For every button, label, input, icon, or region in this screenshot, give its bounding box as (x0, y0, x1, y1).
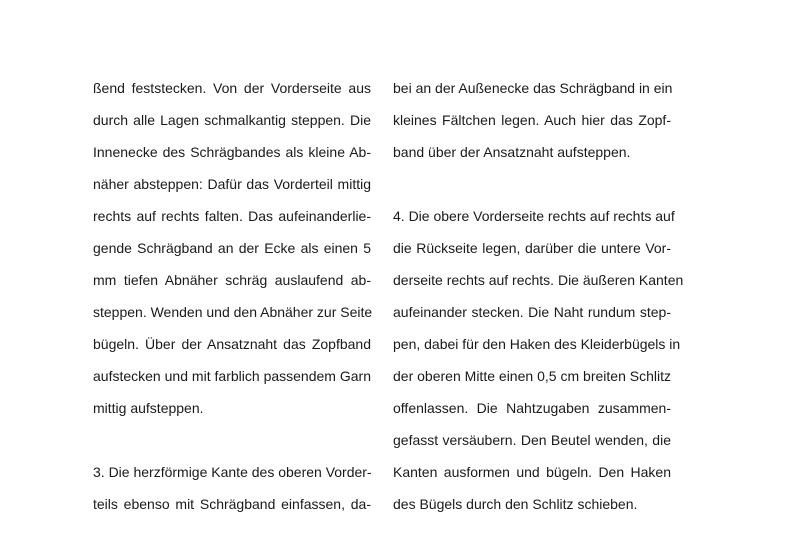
left-line-14: teils ebenso mit Schrägband einfassen, da- (93, 496, 371, 512)
left-line-11: mittig aufsteppen. (93, 400, 204, 416)
left-line-8: steppen. Wenden und den Abnäher zur Seite (93, 304, 373, 320)
left-line-1: ßend feststecken. Von der Vorderseite aus (93, 80, 371, 96)
right-line-3: band über der Ansatznaht aufsteppen. (393, 144, 631, 160)
right-line-5: 4. Die obere Vorderseite rechts auf rechts auf (393, 208, 675, 224)
right-text-column (393, 72, 684, 520)
paragraph-spacer (93, 424, 371, 456)
left-line-5: rechts auf rechts falten. Das aufeinanderlie- (93, 208, 371, 224)
left-line-6: gende Schrägband an der Ecke als einen 5 (93, 240, 371, 256)
left-line-10: aufstecken und mit farblich passendem Garn (93, 368, 371, 384)
right-line-8: aufeinander stecken. Die Naht rundum step- (393, 304, 671, 320)
left-line-3: Innenecke des Schrägbandes als kleine Ab- (93, 144, 371, 160)
right-line-11: offenlassen. Die Nahtzugaben zusammen- (393, 400, 671, 416)
right-line-6: die Rückseite legen, darüber die untere Vor- (393, 240, 671, 256)
left-line-13: 3. Die herzförmige Kante des oberen Vorder- (93, 464, 372, 480)
paragraph-spacer (393, 168, 671, 200)
right-line-13: Kanten ausformen und bügeln. Den Haken (393, 464, 671, 480)
right-line-1: bei an der Außenecke das Schrägband in ein (393, 80, 673, 96)
right-line-7: derseite rechts auf rechts. Die äußeren Kanten (393, 272, 684, 288)
right-line-2: kleines Fältchen legen. Auch hier das Zopf- (393, 112, 671, 128)
left-text-column (93, 72, 371, 520)
left-line-2: durch alle Lagen schmalkantig steppen. Die (93, 112, 371, 128)
right-line-12: gefasst versäubern. Den Beutel wenden, die (393, 432, 671, 448)
left-line-4: näher absteppen: Dafür das Vorderteil mittig (93, 176, 371, 192)
left-line-7: mm tiefen Abnäher schräg auslaufend ab- (93, 272, 371, 288)
right-line-9: pen, dabei für den Haken des Kleiderbügels in (393, 336, 681, 352)
right-line-14: des Bügels durch den Schlitz schieben. (393, 496, 638, 512)
right-line-10: der oberen Mitte einen 0,5 cm breiten Schlitz (393, 368, 671, 384)
left-line-9: bügeln. Über der Ansatznaht das Zopfband (93, 336, 371, 352)
